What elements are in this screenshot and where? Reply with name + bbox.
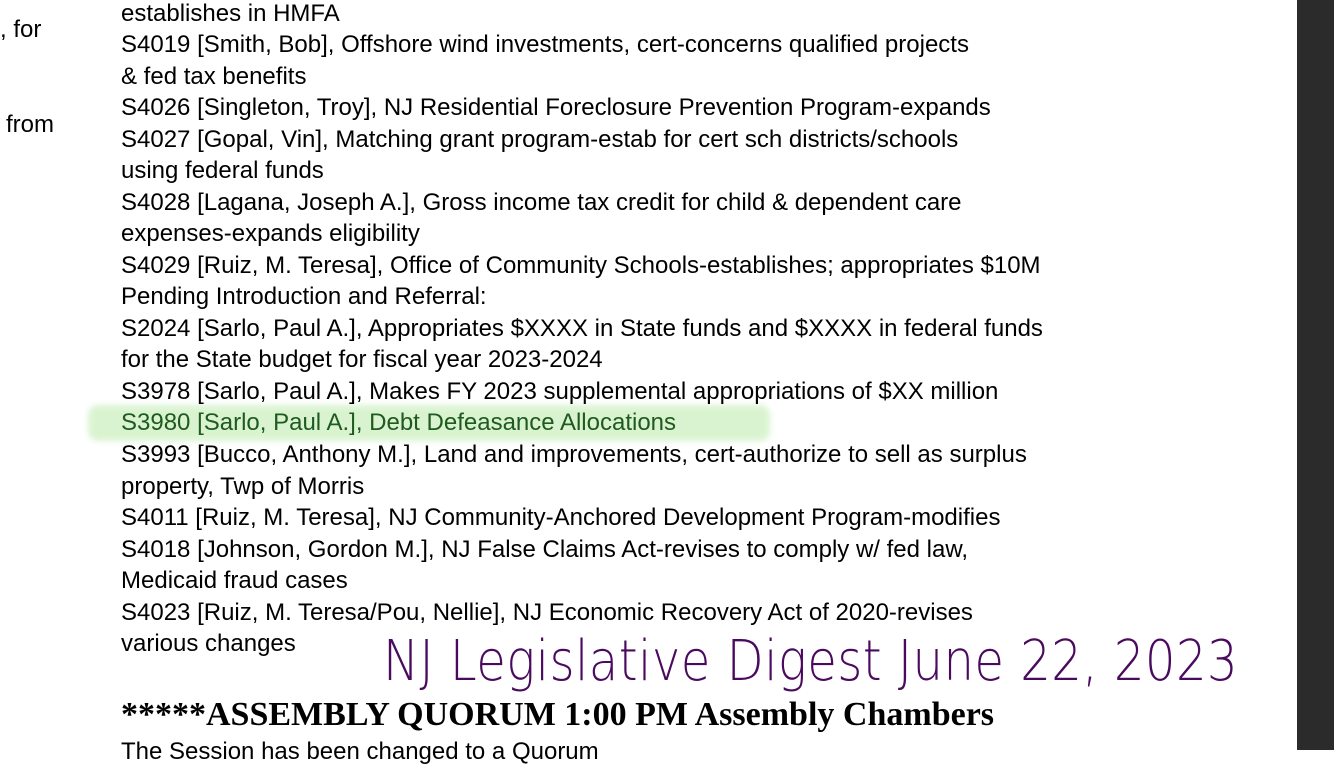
bill-line: S2024 [Sarlo, Paul A.], Appropriates $XXXX in State funds and $XXXX in federal funds (121, 315, 1043, 342)
bill-line: using federal funds (121, 157, 324, 184)
bill-line: establishes in HMFA (121, 0, 340, 27)
bill-line: S4011 [Ruiz, M. Teresa], NJ Community-Anchored Development Program-modifies (121, 504, 1001, 531)
bill-line: S4019 [Smith, Bob], Offshore wind investments, cert-concerns qualified projects (121, 31, 969, 58)
bill-line: S4029 [Ruiz, M. Teresa], Office of Community Schools-establishes; appropriates $10M (121, 252, 1041, 279)
digest-watermark: NJ Legislative Digest June 22, 2023 (383, 629, 1239, 694)
bill-line: S4027 [Gopal, Vin], Matching grant program-estab for cert sch districts/schools (121, 126, 959, 153)
bill-line: & fed tax benefits (121, 63, 307, 90)
bill-line: S4028 [Lagana, Joseph A.], Gross income tax credit for child & dependent care (121, 189, 962, 216)
section-label: Pending Introduction and Referral: (121, 283, 487, 310)
bill-line: Medicaid fraud cases (121, 567, 348, 594)
bill-line: property, Twp of Morris (121, 473, 365, 500)
section-heading: *****ASSEMBLY QUORUM 1:00 PM Assembly Chambers (121, 696, 995, 733)
bill-line: S4023 [Ruiz, M. Teresa/Pou, Nellie], NJ Economic Recovery Act of 2020-revises (121, 599, 973, 626)
bill-line: expenses-expands eligibility (121, 220, 420, 247)
bill-line: S3993 [Bucco, Anthony M.], Land and improvements, cert-authorize to sell as surplus (121, 441, 1027, 468)
left-column-fragment: , for (0, 16, 42, 43)
left-column-fragment: from (6, 111, 54, 138)
bill-line: S4026 [Singleton, Troy], NJ Residential Foreclosure Prevention Program-expands (121, 94, 991, 121)
bill-line: S3978 [Sarlo, Paul A.], Makes FY 2023 supplemental appropriations of $XX million (121, 378, 999, 405)
bill-line: for the State budget for fiscal year 2023-2024 (121, 346, 603, 373)
highlighted-bill-line: S3980 [Sarlo, Paul A.], Debt Defeasance Allocations (121, 409, 677, 436)
bill-line: S4018 [Johnson, Gordon M.], NJ False Claims Act-revises to comply w/ fed law, (121, 536, 969, 563)
side-scroll-panel (1297, 0, 1334, 750)
bill-line: various changes (121, 630, 296, 657)
partial-text-line: The Session has been changed to a Quorum (121, 738, 599, 765)
